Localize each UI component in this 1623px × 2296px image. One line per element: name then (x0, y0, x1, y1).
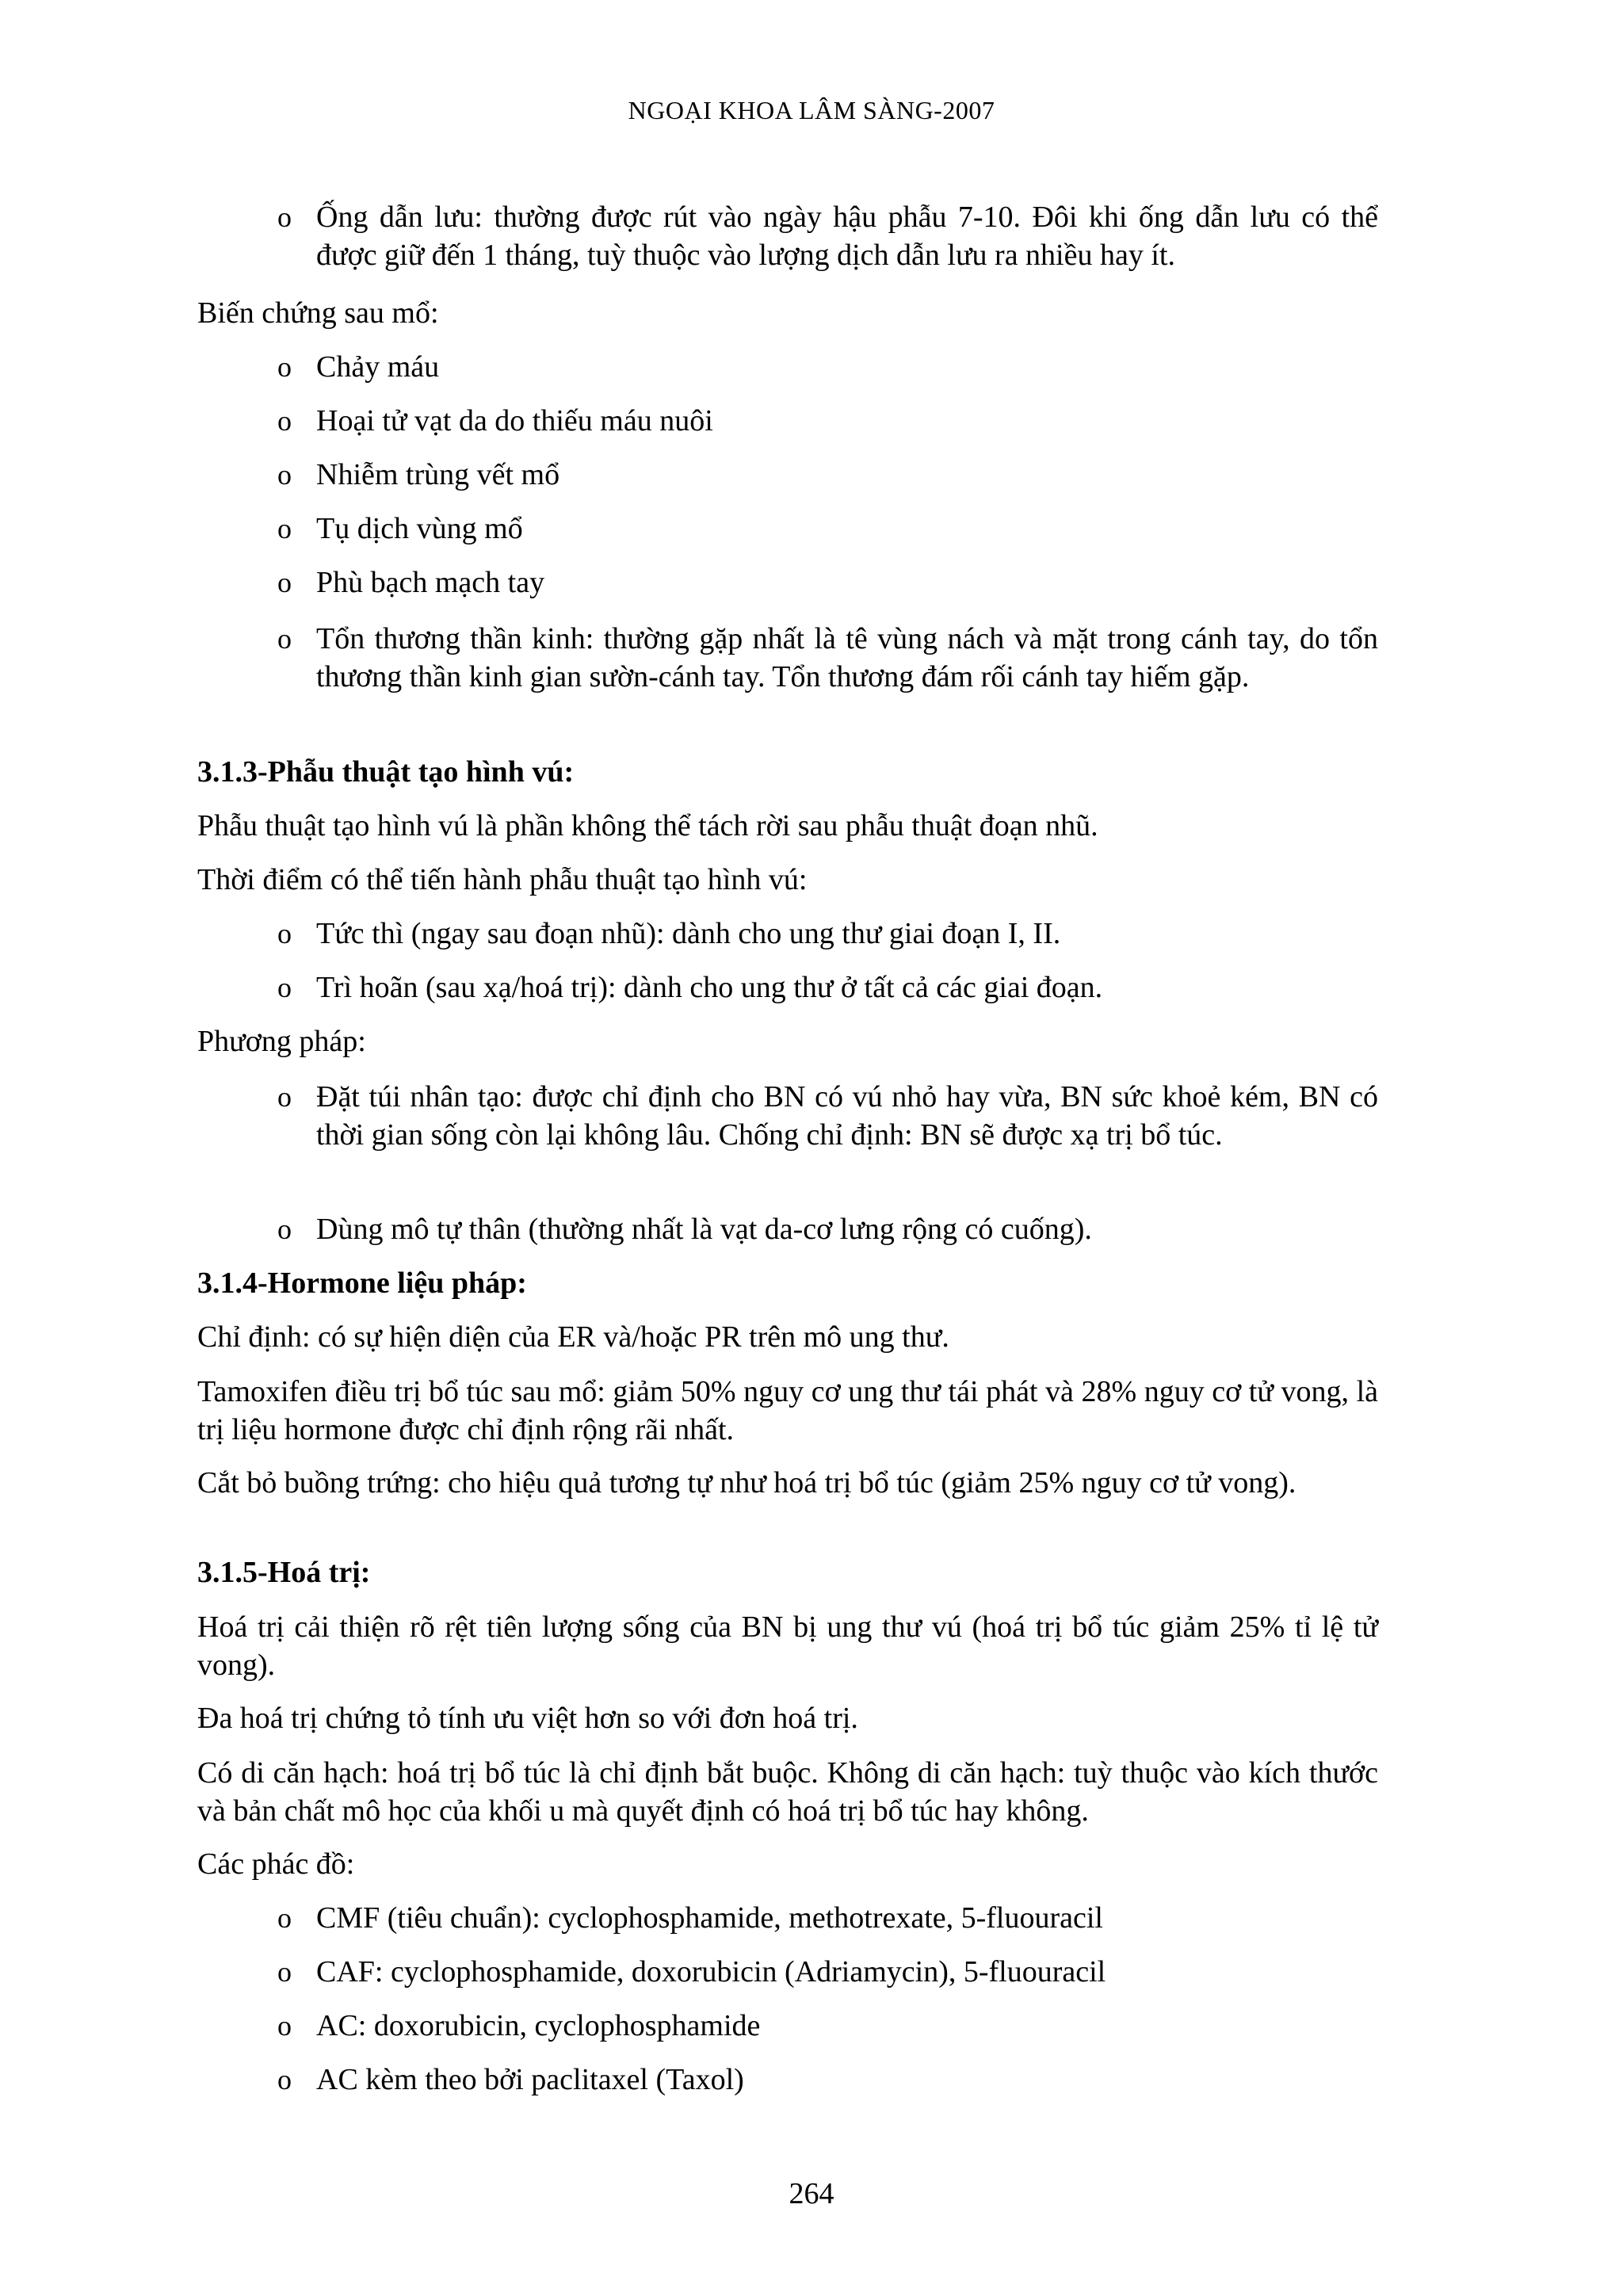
paragraph: Đa hoá trị chứng tỏ tính ưu việt hơn so với đơn hoá trị. (197, 1702, 858, 1735)
bullet-marker: o (277, 567, 292, 598)
list-item-text: Phù bạch mạch tay (316, 566, 545, 599)
bullet-marker: o (277, 459, 292, 491)
paragraph: Hoá trị cải thiện rõ rệt tiên lượng sống của BN bị ung thư vú (hoá trị bổ túc giảm 25% tỉ lệ tử vong). (197, 1610, 1378, 1682)
list-item-text: Ống dẫn lưu: thường được rút vào ngày hậu phẫu 7-10. Đôi khi ống dẫn lưu có thể được giữ đến 1 tháng, tuỳ thuộc vào lượng dịch dẫn lưu ra nhiều hay ít. (316, 201, 1378, 272)
list-item-text: CAF: cyclophosphamide, doxorubicin (Adriamycin), 5-fluouracil (316, 1955, 1106, 1988)
paragraph: Chỉ định: có sự hiện diện của ER và/hoặc PR trên mô ung thư. (197, 1320, 949, 1354)
bullet-marker: o (277, 351, 292, 383)
list-item-text: AC: doxorubicin, cyclophosphamide (316, 2009, 761, 2042)
list-item-text: Tổn thương thần kinh: thường gặp nhất là tê vùng nách và mặt trong cánh tay, do tổn thương thần kinh gian sườn-cánh tay. Tổn thương đám rối cánh tay hiếm gặp. (316, 622, 1378, 693)
list-item-text: Dùng mô tự thân (thường nhất là vạt da-cơ lưng rộng có cuống). (316, 1213, 1092, 1246)
list-item-text: Chảy máu (316, 350, 440, 384)
paragraph: Phương pháp: (197, 1025, 366, 1058)
running-header: NGOẠI KHOA LÂM SÀNG-2007 (628, 96, 995, 124)
bullet-marker: o (277, 1956, 292, 1988)
list-item-text: Nhiễm trùng vết mổ (316, 458, 560, 491)
list-item-text: Tụ dịch vùng mổ (316, 512, 523, 545)
bullet-marker: o (277, 1081, 292, 1113)
list-item-text: Trì hoãn (sau xạ/hoá trị): dành cho ung thư ở tất cả các giai đoạn. (316, 971, 1103, 1004)
bullet-marker: o (277, 201, 292, 233)
list-item-text: Tức thì (ngay sau đoạn nhũ): dành cho ung thư giai đoạn I, II. (316, 917, 1061, 950)
section-heading: 3.1.5-Hoá trị: (197, 1556, 371, 1589)
bullet-marker: o (277, 918, 292, 949)
list-item-text: CMF (tiêu chuẩn): cyclophosphamide, methotrexate, 5-fluouracil (316, 1901, 1103, 1935)
bullet-marker: o (277, 2010, 292, 2042)
bullet-marker: o (277, 405, 292, 437)
paragraph: Biến chứng sau mổ: (197, 296, 439, 330)
bullet-marker: o (277, 513, 292, 544)
list-item-text: Hoại tử vạt da do thiếu máu nuôi (316, 404, 713, 437)
paragraph: Cắt bỏ buồng trứng: cho hiệu quả tương tự như hoá trị bổ túc (giảm 25% nguy cơ tử vong). (197, 1466, 1296, 1499)
bullet-marker: o (277, 1902, 292, 1934)
paragraph: Có di căn hạch: hoá trị bổ túc là chỉ định bắt buộc. Không di căn hạch: tuỳ thuộc vào kích thước và bản chất mô học của khối u mà quyết định có hoá trị bổ túc hay không. (197, 1756, 1378, 1828)
page-number: 264 (789, 2177, 834, 2210)
paragraph: Phẫu thuật tạo hình vú là phần không thể tách rời sau phẫu thuật đoạn nhũ. (197, 809, 1098, 842)
list-item-text: AC kèm theo bởi paclitaxel (Taxol) (316, 2063, 744, 2096)
paragraph: Các phác đồ: (197, 1847, 355, 1881)
section-heading: 3.1.3-Phẫu thuật tạo hình vú: (197, 755, 575, 789)
bullet-marker: o (277, 972, 292, 1003)
bullet-marker: o (277, 1213, 292, 1245)
bullet-marker: o (277, 623, 292, 655)
section-heading: 3.1.4-Hormone liệu pháp: (197, 1266, 527, 1300)
bullet-marker: o (277, 2064, 292, 2095)
paragraph: Tamoxifen điều trị bổ túc sau mổ: giảm 50% nguy cơ ung thư tái phát và 28% nguy cơ tử vong, là trị liệu hormone được chỉ định rộng rãi nhất. (197, 1375, 1378, 1446)
list-item-text: Đặt túi nhân tạo: được chỉ định cho BN có vú nhỏ hay vừa, BN sức khoẻ kém, BN có thời gian sống còn lại không lâu. Chống chỉ định: BN sẽ được xạ trị bổ túc. (316, 1080, 1378, 1152)
paragraph: Thời điểm có thể tiến hành phẫu thuật tạo hình vú: (197, 863, 808, 896)
